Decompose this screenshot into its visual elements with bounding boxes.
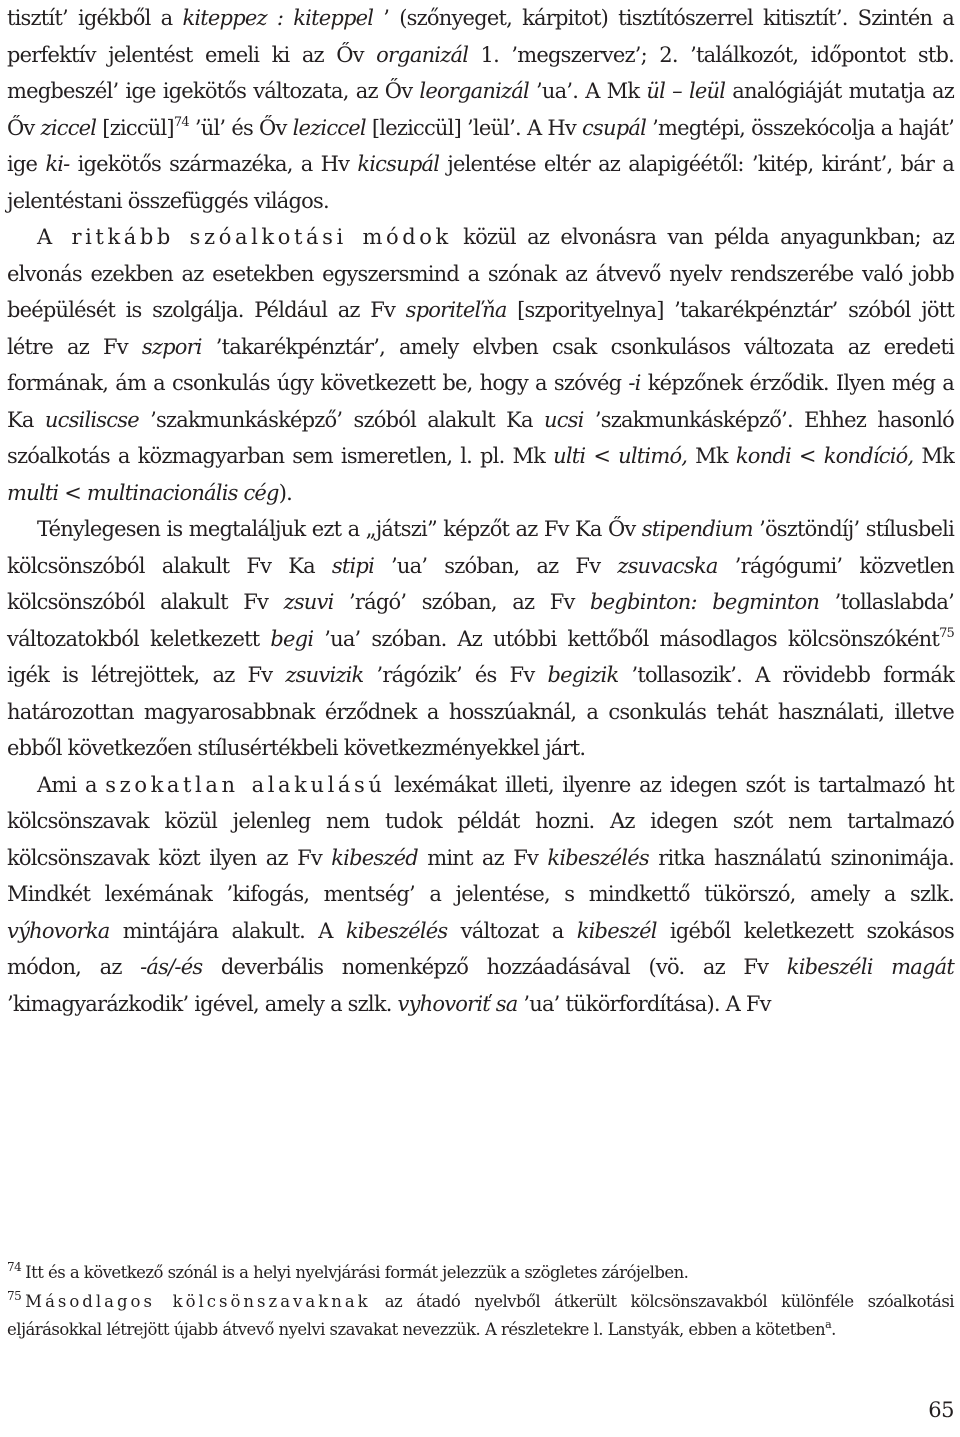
italic-term: zsuvizik bbox=[285, 663, 364, 687]
italic-term: výhovorka bbox=[7, 918, 110, 943]
footnote-reference: a bbox=[825, 1318, 832, 1331]
italic-term: ziccel bbox=[40, 115, 97, 140]
text-run: lexémákat illeti, ilyenre az idegen szót is tartalmazó ht kölcsönszavak közül jelenleg nem tudok példát hozni. Az idegen szót nem tartalmazó kölcsönszavak közt ilyen az Fv bbox=[7, 772, 954, 870]
italic-term: kiteppez : kiteppel bbox=[182, 6, 374, 30]
italic-term: ulti bbox=[553, 444, 586, 468]
text-run: 1. ’megszervez’; 2. ’találkozót, időpontot stb. megbeszél’ ige igekötős változata, az Őv bbox=[7, 42, 954, 103]
letterspaced-emphasis: A ritkább szóalkotási módok bbox=[37, 225, 452, 249]
italic-term: stipi bbox=[331, 553, 374, 578]
page-number: 65 bbox=[928, 1398, 954, 1422]
text-run: ’kimagyarázkodik’ igével, amely a szlk. bbox=[7, 991, 398, 1016]
italic-term: kibeszéli magát bbox=[786, 955, 954, 979]
italic-term: stipendium bbox=[641, 517, 753, 541]
text-run: ritka használatú szinonimája. Mindkét lexémának ’kifogás, mentség’ a jelentése, s mindkettő tükörszó, amely a szlk. bbox=[7, 845, 954, 906]
footnote-reference: 74 bbox=[173, 114, 189, 130]
text-run: Ténylegesen is megtaláljuk ezt a „játszi” képzőt az Fv Ka Őv bbox=[37, 517, 642, 541]
italic-term: kibeszélés bbox=[345, 918, 448, 943]
text-run: ’ (szőnyeget, kárpitot) tisztítószerrel kitisztít’. Szintén a perfektív jelentést emeli ki az Őv bbox=[7, 6, 955, 67]
text-run: az átadó nyelvből átkerült kölcsönszavakból különféle szóalkotási eljárásokkal létrejött újabb átvevő nyelvi szavakat nevezzük. A részletekre l. Lanstyák, ebben a kötetben bbox=[7, 1291, 954, 1339]
italic-term: multi bbox=[7, 480, 59, 505]
footnote-number: 75 bbox=[7, 1288, 22, 1303]
italic-term: vyhovoriť sa bbox=[397, 991, 518, 1016]
italic-term: ucsiliscse bbox=[44, 407, 139, 432]
text-run: ’rágó’ szóban, az Fv bbox=[333, 590, 591, 614]
italic-term: begizik bbox=[547, 663, 619, 687]
italic-term: multinacionális cég bbox=[86, 480, 279, 505]
italic-term: ki- bbox=[45, 152, 70, 176]
italic-term: ultimó, bbox=[618, 444, 688, 468]
text-run: ’ua’. A Mk bbox=[528, 79, 647, 103]
text-run: Ami a bbox=[37, 772, 106, 797]
text-run: ). bbox=[278, 480, 292, 505]
text-run: képzőnek érződik. Ilyen még a Ka bbox=[7, 371, 954, 432]
text-run: analógiáját mutatja az Őv bbox=[7, 79, 954, 140]
text-run: ’ua’ szóban, az Fv bbox=[373, 553, 618, 578]
main-text bbox=[7, 0, 954, 1022]
text-run: ’ül’ és Őv bbox=[188, 115, 293, 140]
italic-term: organizál bbox=[376, 42, 469, 67]
letterspaced-emphasis: Másodlagos kölcsönszavaknak bbox=[25, 1291, 371, 1311]
paragraph bbox=[7, 511, 954, 767]
italic-term: ül – leül bbox=[646, 79, 726, 103]
paragraph bbox=[7, 219, 954, 511]
text-run: Mk bbox=[687, 444, 736, 468]
text-run: tisztít’ igékből a bbox=[7, 6, 183, 30]
letterspaced-emphasis: szokatlan alakulású bbox=[105, 772, 386, 797]
footnote bbox=[7, 1288, 954, 1345]
text-run: < bbox=[585, 444, 619, 468]
text-run: ’rágógumi’ közvetlen kölcsönszóból alakult Fv bbox=[7, 553, 954, 614]
italic-term: kondíció, bbox=[823, 444, 914, 468]
text-run: ’ua’ tükörfordítása). A Fv bbox=[517, 991, 771, 1016]
text-run: ’tollasozik’. A rövidebb formák határozottan magyarosabbnak érződnek a hosszúaknál, a csonkulás tehát használati, illetve ebből következően stílusértékbeli következményekkel járt. bbox=[7, 663, 954, 760]
footnote-number: 74 bbox=[7, 1260, 22, 1274]
text-run: ’tollaslabda’ változatokból keletkezett bbox=[7, 590, 955, 651]
italic-term: -i bbox=[628, 371, 641, 395]
footnote-reference: 75 bbox=[939, 625, 955, 641]
page-body bbox=[7, 0, 954, 1022]
text-run: . bbox=[831, 1320, 836, 1339]
text-run: ’megtépi, összekócolja a haját’ ige bbox=[7, 115, 955, 176]
footnote bbox=[7, 1259, 954, 1288]
italic-term: zsuvacska bbox=[617, 553, 718, 578]
italic-term: zsuvi bbox=[283, 590, 334, 614]
italic-term: kibeszéd bbox=[331, 845, 418, 870]
text-run: közül az elvonásra van példa anyagunkban; az elvonás ezekben az esetekben egyszersmind a szónak az átvevő nyelv rendszerébe való jobb beépülését is szolgálja. Például az Fv bbox=[7, 225, 954, 322]
italic-term: kibeszél bbox=[576, 918, 657, 943]
italic-term: leorganizál bbox=[419, 79, 529, 103]
paragraph bbox=[7, 0, 954, 219]
text-run: ’szakmunkásképző’. Ehhez hasonló szóalkotás a közmagyarban sem ismeretlen, l. pl. Mk bbox=[7, 407, 955, 468]
text-run: Itt és a következő szónál is a helyi nyelvjárási formát jelezzük a szögletes zárójelben. bbox=[25, 1263, 689, 1282]
italic-term: begi bbox=[270, 626, 314, 651]
italic-term: -ás/-és bbox=[140, 955, 203, 979]
italic-term: leziccel bbox=[292, 115, 366, 140]
text-run: ’ösztöndíj’ stílusbeli kölcsönszóból alakult Fv Ka bbox=[7, 517, 954, 578]
footnotes bbox=[7, 1259, 954, 1345]
text-run: [ziccül] bbox=[96, 115, 174, 140]
italic-term: kibeszélés bbox=[547, 845, 649, 870]
italic-term: ucsi bbox=[543, 407, 584, 432]
text-run: ’szakmunkásképző’ szóból alakult Ka bbox=[138, 407, 544, 432]
text-run: [szporityelnya] ’takarékpénztár’ szóból jött létre az Fv bbox=[7, 298, 954, 359]
italic-term: sporiteľňa bbox=[405, 298, 507, 322]
text-run: igék is létrejöttek, az Fv bbox=[7, 663, 286, 687]
text-run: mint az Fv bbox=[417, 845, 548, 870]
text-run: ’rágózik’ és Fv bbox=[363, 663, 548, 687]
text-run: < bbox=[58, 480, 87, 505]
italic-term: kondi bbox=[735, 444, 791, 468]
text-run: mintájára alakult. A bbox=[109, 918, 346, 943]
text-run: jelentése eltér az alapigéétől: ’kitép, kiránt’, bár a jelentéstani összefüggés világos. bbox=[7, 152, 954, 213]
italic-term: csupál bbox=[582, 115, 646, 140]
italic-term: begbinton: begminton bbox=[590, 590, 820, 614]
text-run: ’takarékpénztár’, amely elvben csak csonkulásos változata az eredeti formának, ám a csonkulás úgy következett be, hogy a szóvég bbox=[7, 334, 954, 395]
text-run: < bbox=[790, 444, 824, 468]
text-run: igéből keletkezett szokásos módon, az bbox=[7, 918, 954, 979]
italic-term: szpori bbox=[141, 334, 202, 359]
paragraph bbox=[7, 767, 954, 1023]
text-run: igekötős származéka, a Hv bbox=[69, 152, 358, 176]
text-run: [leziccül] ’leül’. A Hv bbox=[365, 115, 583, 140]
text-run: változat a bbox=[447, 918, 577, 943]
text-run: ’ua’ szóban. Az utóbbi kettőből másodlagos kölcsönszóként bbox=[313, 626, 940, 651]
text-run: deverbális nomenképző hozzáadásával (vö. az Fv bbox=[202, 955, 787, 979]
text-run: Mk bbox=[913, 444, 955, 468]
italic-term: kicsupál bbox=[357, 152, 440, 176]
